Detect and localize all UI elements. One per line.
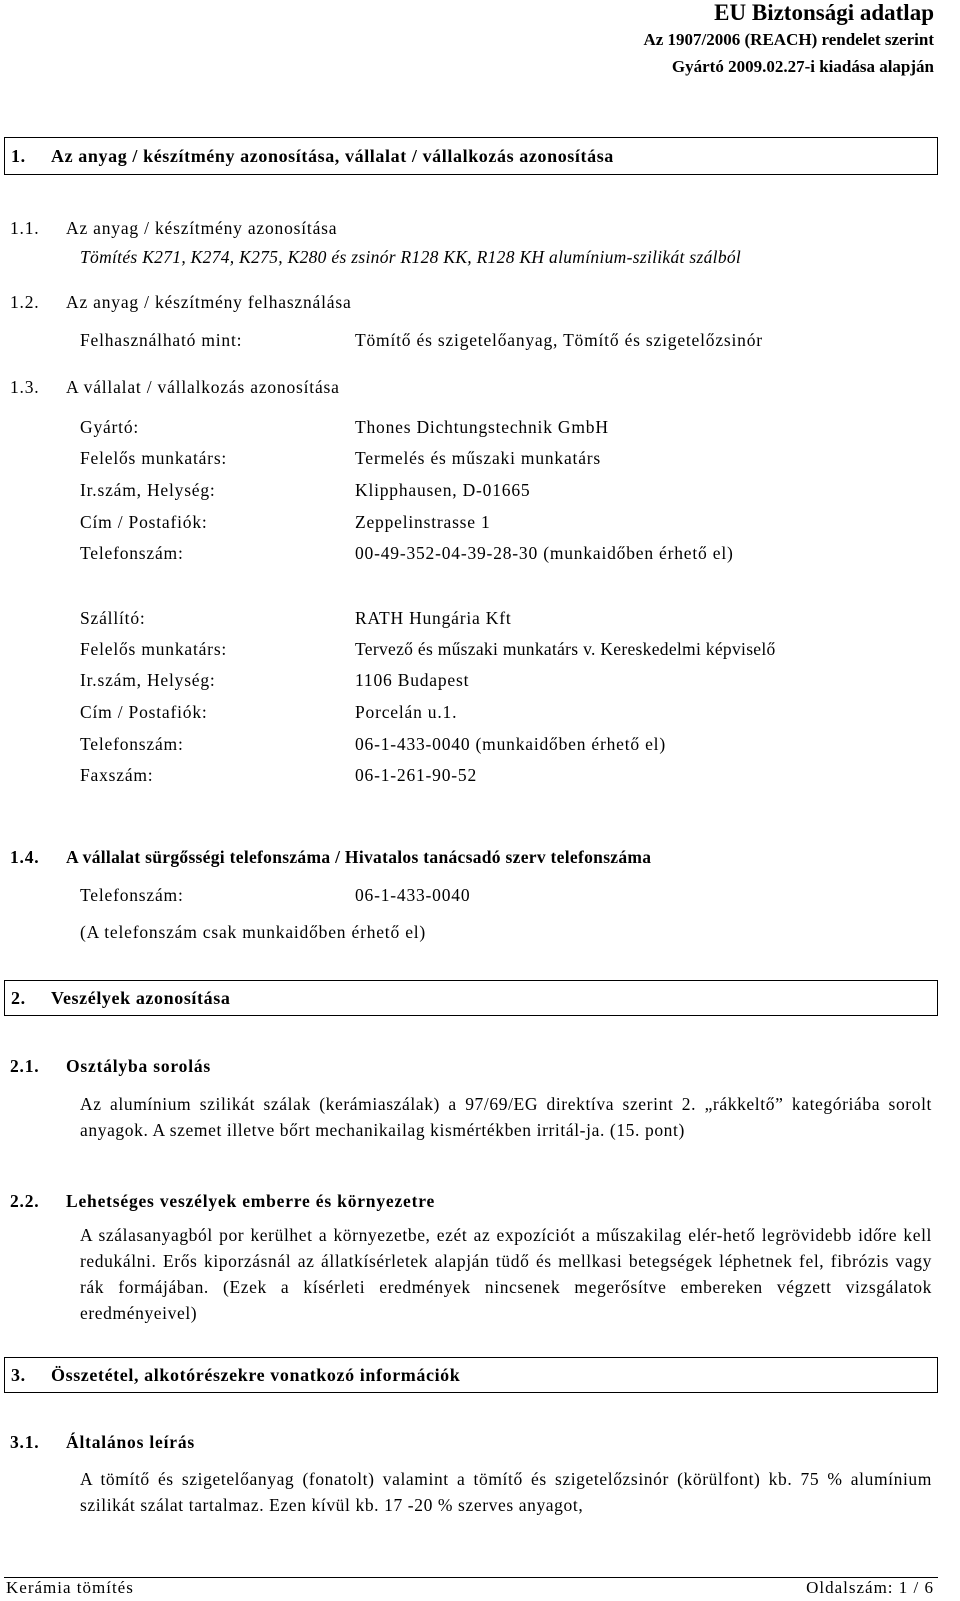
subsection-2-2-title: Lehetséges veszélyek emberre és környezetre [66, 1191, 436, 1211]
supplier-contact-label: Felelős munkatárs: [80, 639, 228, 659]
supplier-phone-label: Telefonszám: [80, 734, 184, 754]
classification-text: Az alumínium szilikát szálak (kerámiaszálak) a 97/69/EG direktíva szerint 2. „rákkeltő” kategóriába sorolt anyagok. A szemet illetve bőrt mechanikailag kismértékben irritál-ja. (15. pont) [80, 1094, 932, 1140]
section-number: 1. [11, 146, 26, 166]
subsection-1-4-number: 1.4. [10, 847, 40, 867]
manufacturer-address-value: Zeppelinstrasse 1 [355, 512, 491, 532]
usage-value: Tömítő és szigetelőanyag, Tömítő és szigetelőzsinór [355, 330, 763, 350]
subsection-1-4-title: A vállalat sürgősségi telefonszáma / Hivatalos tanácsadó szerv telefonszáma [66, 847, 652, 867]
supplier-city-label: Ir.szám, Helység: [80, 670, 216, 690]
supplier-value: RATH Hungária Kft [355, 608, 512, 628]
subsection-1-1-title: Az anyag / készítmény azonosítása [66, 218, 338, 238]
section-number: 2. [11, 988, 26, 1008]
manufacturer-city-label: Ir.szám, Helység: [80, 480, 216, 500]
subsection-2-1-number: 2.1. [10, 1056, 40, 1076]
supplier-city-value: 1106 Budapest [355, 670, 470, 690]
supplier-address-value: Porcelán u.1. [355, 702, 458, 722]
subsection-2-2-number: 2.2. [10, 1191, 40, 1211]
subsection-2-1-title: Osztályba sorolás [66, 1056, 212, 1076]
manufacturer-city-value: Klipphausen, D-01665 [355, 480, 531, 500]
footer-page-number: Oldalszám: 1 / 6 [806, 1578, 934, 1597]
emergency-phone-label: Telefonszám: [80, 885, 184, 905]
subsection-1-1-number: 1.1. [10, 218, 40, 238]
supplier-fax-value: 06-1-261-90-52 [355, 765, 478, 785]
supplier-label: Szállító: [80, 608, 146, 628]
footer-divider [4, 1577, 938, 1578]
manufacturer-phone-label: Telefonszám: [80, 543, 184, 563]
footer-product: Kerámia tömítés [6, 1578, 134, 1597]
subsection-1-3-title: A vállalat / vállalkozás azonosítása [66, 377, 340, 397]
section-title: Összetétel, alkotórészekre vonatkozó információk [51, 1365, 461, 1385]
hazards-text: A szálasanyagból por kerülhet a környezetbe, ezét az expozíciót a műszakilag elér-hető legrövidebb időre kell redukálni. Erős kiporzásnál az állatkísérletek alapján tüdő és mellkasi betegségek léphetnek fel, fibrózis vagy rák formájában. (Ezek a kísérleti eredmények nincsenek megerősítve embereken végzett vizsgálatok eredményeivel) [80, 1225, 932, 1323]
product-name: Tömítés K271, K274, K275, K280 és zsinór R128 KK, R128 KH alumínium-szilikát szálból [80, 247, 742, 267]
emergency-phone-note: (A telefonszám csak munkaidőben érhető el) [80, 922, 427, 942]
subsection-1-2-number: 1.2. [10, 292, 40, 312]
supplier-address-label: Cím / Postafiók: [80, 702, 208, 722]
supplier-fax-label: Faxszám: [80, 765, 154, 785]
document-regulation: Az 1907/2006 (REACH) rendelet szerint [643, 30, 934, 49]
manufacturer-address-label: Cím / Postafiók: [80, 512, 208, 532]
emergency-phone-value: 06-1-433-0040 [355, 885, 471, 905]
document-title: EU Biztonsági adatlap [714, 0, 934, 25]
section-1-heading [4, 137, 938, 175]
manufacturer-contact-value: Termelés és műszaki munkatárs [355, 448, 601, 468]
manufacturer-label: Gyártó: [80, 417, 140, 437]
subsection-1-3-number: 1.3. [10, 377, 40, 397]
manufacturer-value: Thones Dichtungstechnik GmbH [355, 417, 609, 437]
subsection-3-1-number: 3.1. [10, 1432, 40, 1452]
section-3-heading [4, 1357, 938, 1393]
document-edition: Gyártó 2009.02.27-i kiadása alapján [671, 57, 934, 76]
section-number: 3. [11, 1365, 26, 1385]
section-title: Az anyag / készítmény azonosítása, vállalat / vállalkozás azonosítása [51, 146, 614, 166]
subsection-3-1-title: Általános leírás [66, 1432, 195, 1452]
supplier-phone-value: 06-1-433-0040 (munkaidőben érhető el) [355, 734, 666, 754]
composition-text: A tömítő és szigetelőanyag (fonatolt) valamint a tömítő és szigetelőzsinór (körülfont) kb. 75 % alumínium szilikát szálat tartalmaz. Ezen kívül kb. 17 -20 % szerves anyagot, [80, 1469, 932, 1515]
manufacturer-phone-value: 00-49-352-04-39-28-30 (munkaidőben érhető el) [355, 543, 734, 563]
section-2-heading [4, 980, 938, 1016]
subsection-1-2-title: Az anyag / készítmény felhasználása [66, 292, 352, 312]
manufacturer-contact-label: Felelős munkatárs: [80, 448, 228, 468]
usage-label: Felhasználható mint: [80, 330, 243, 350]
supplier-contact-value: Tervező és műszaki munkatárs v. Kereskedelmi képviselő [355, 639, 776, 659]
section-title: Veszélyek azonosítása [51, 988, 231, 1008]
